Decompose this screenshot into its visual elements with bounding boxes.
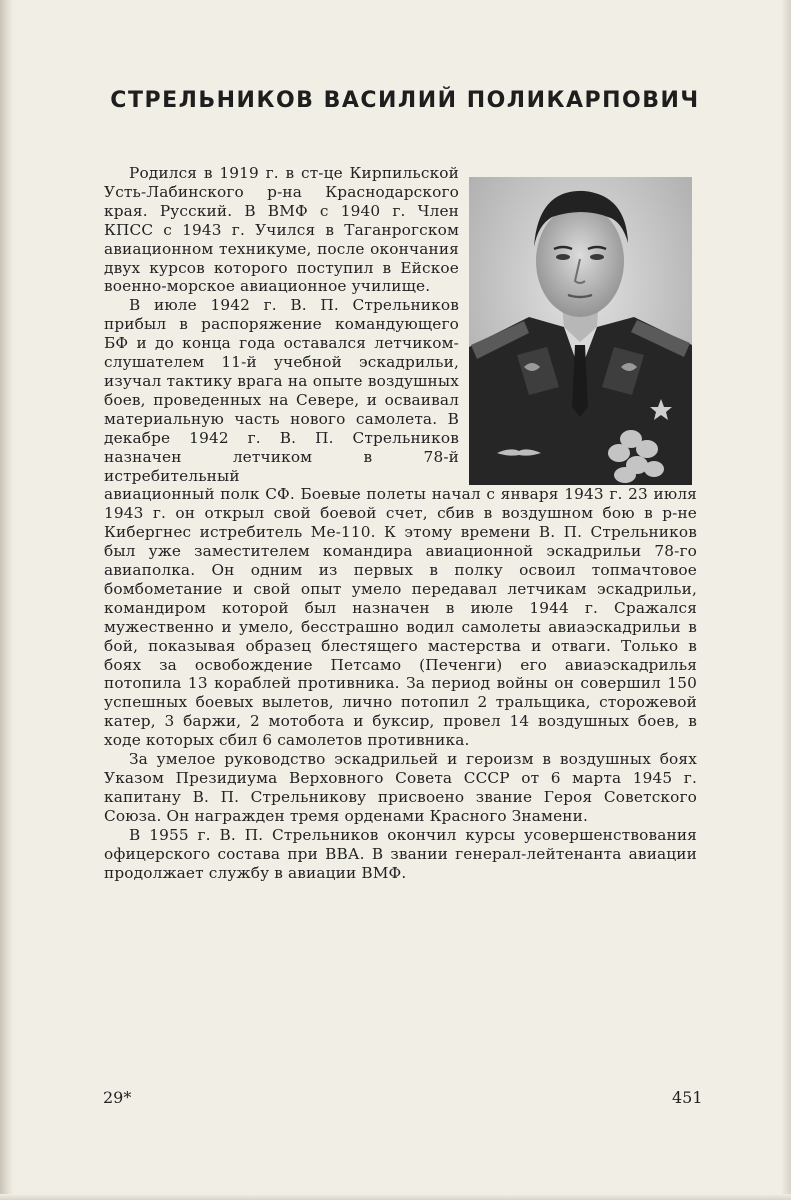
paragraph-combat: авиационный полк СФ. Боевые полеты начал с января 1943 г. 23 июля 1943 г. он открыл свой боевой счет, сбив в воздушном бою в р-не Кибергнес истребитель Ме-110. К этому времени В. П. Стрельников был уже заместителем командира авиационной эскадрильи 78-го авиаполка. Он одним из первых в полку освоил топмачтовое бомбометание и свой опыт умело передавал летчикам эскадрильи, командиром которой был назначен в июле 1944 г. Сражался мужественно и умело, бесстрашно водил самолеты авиаэскадрильи в бой, показывая образец блестящего мастерства и отваги. Только в боях за освобождение Петсамо (Печенги) его авиаэскадрилья потопила 13 кораблей противника. За период войны он совершил 150 успешных боевых вылетов, лично потопил 2 тральщика, сторожевой катер, 3 баржи, 2 мотобота и буксир, провел 14 воздушных боев, в ходе которых сбил 6 самолетов противника. — [104, 485, 697, 750]
biography-text — [104, 164, 697, 882]
paragraph-later-career: В 1955 г. В. П. Стрельников окончил курсы усовершенствования офицерского состава при ВВА. В звании генерал-лейтенанта авиации продолжает службу в авиации ВМФ. — [104, 825, 697, 882]
page-bottom-edge — [0, 1194, 791, 1200]
page-title: СТРЕЛЬНИКОВ ВАСИЛИЙ ПОЛИКАРПОВИЧ — [110, 88, 700, 113]
page-right-edge — [781, 0, 791, 1200]
paragraph-war-start: В июле 1942 г. В. П. Стрельников прибыл в распоряжение командующего БФ и до конца года оставался летчиком-слушателем 11-й учебной эскадрильи, изучал тактику врага на опыте воздушных боев, проведенных на Севере, и осваивал материальную часть нового самолета. В декабре 1942 г. В. П. Стрельников назначен летчиком в 78-й истребительный — [104, 296, 459, 485]
page-number: 451 — [672, 1088, 703, 1107]
paragraph-award: За умелое руководство эскадрильей и героизм в воздушных боях Указом Президиума Верховного Совета СССР от 6 марта 1945 г. капитану В. П. Стрельникову присвоено звание Героя Советского Союза. Он награжден тремя орденами Красного Знамени. — [104, 750, 697, 825]
paragraph-birth: Родился в 1919 г. в ст-це Кирпильской Усть-Лабинского р-на Краснодарского края. Русский. В ВМФ с 1940 г. Член КПСС с 1943 г. Учился в Таганрогском авиационном техникуме, после окончания двух курсов которого поступил в Ейское военно-морское авиационное училище. — [104, 164, 459, 296]
signature-mark: 29* — [103, 1088, 132, 1107]
page-binding-edge — [0, 0, 14, 1200]
